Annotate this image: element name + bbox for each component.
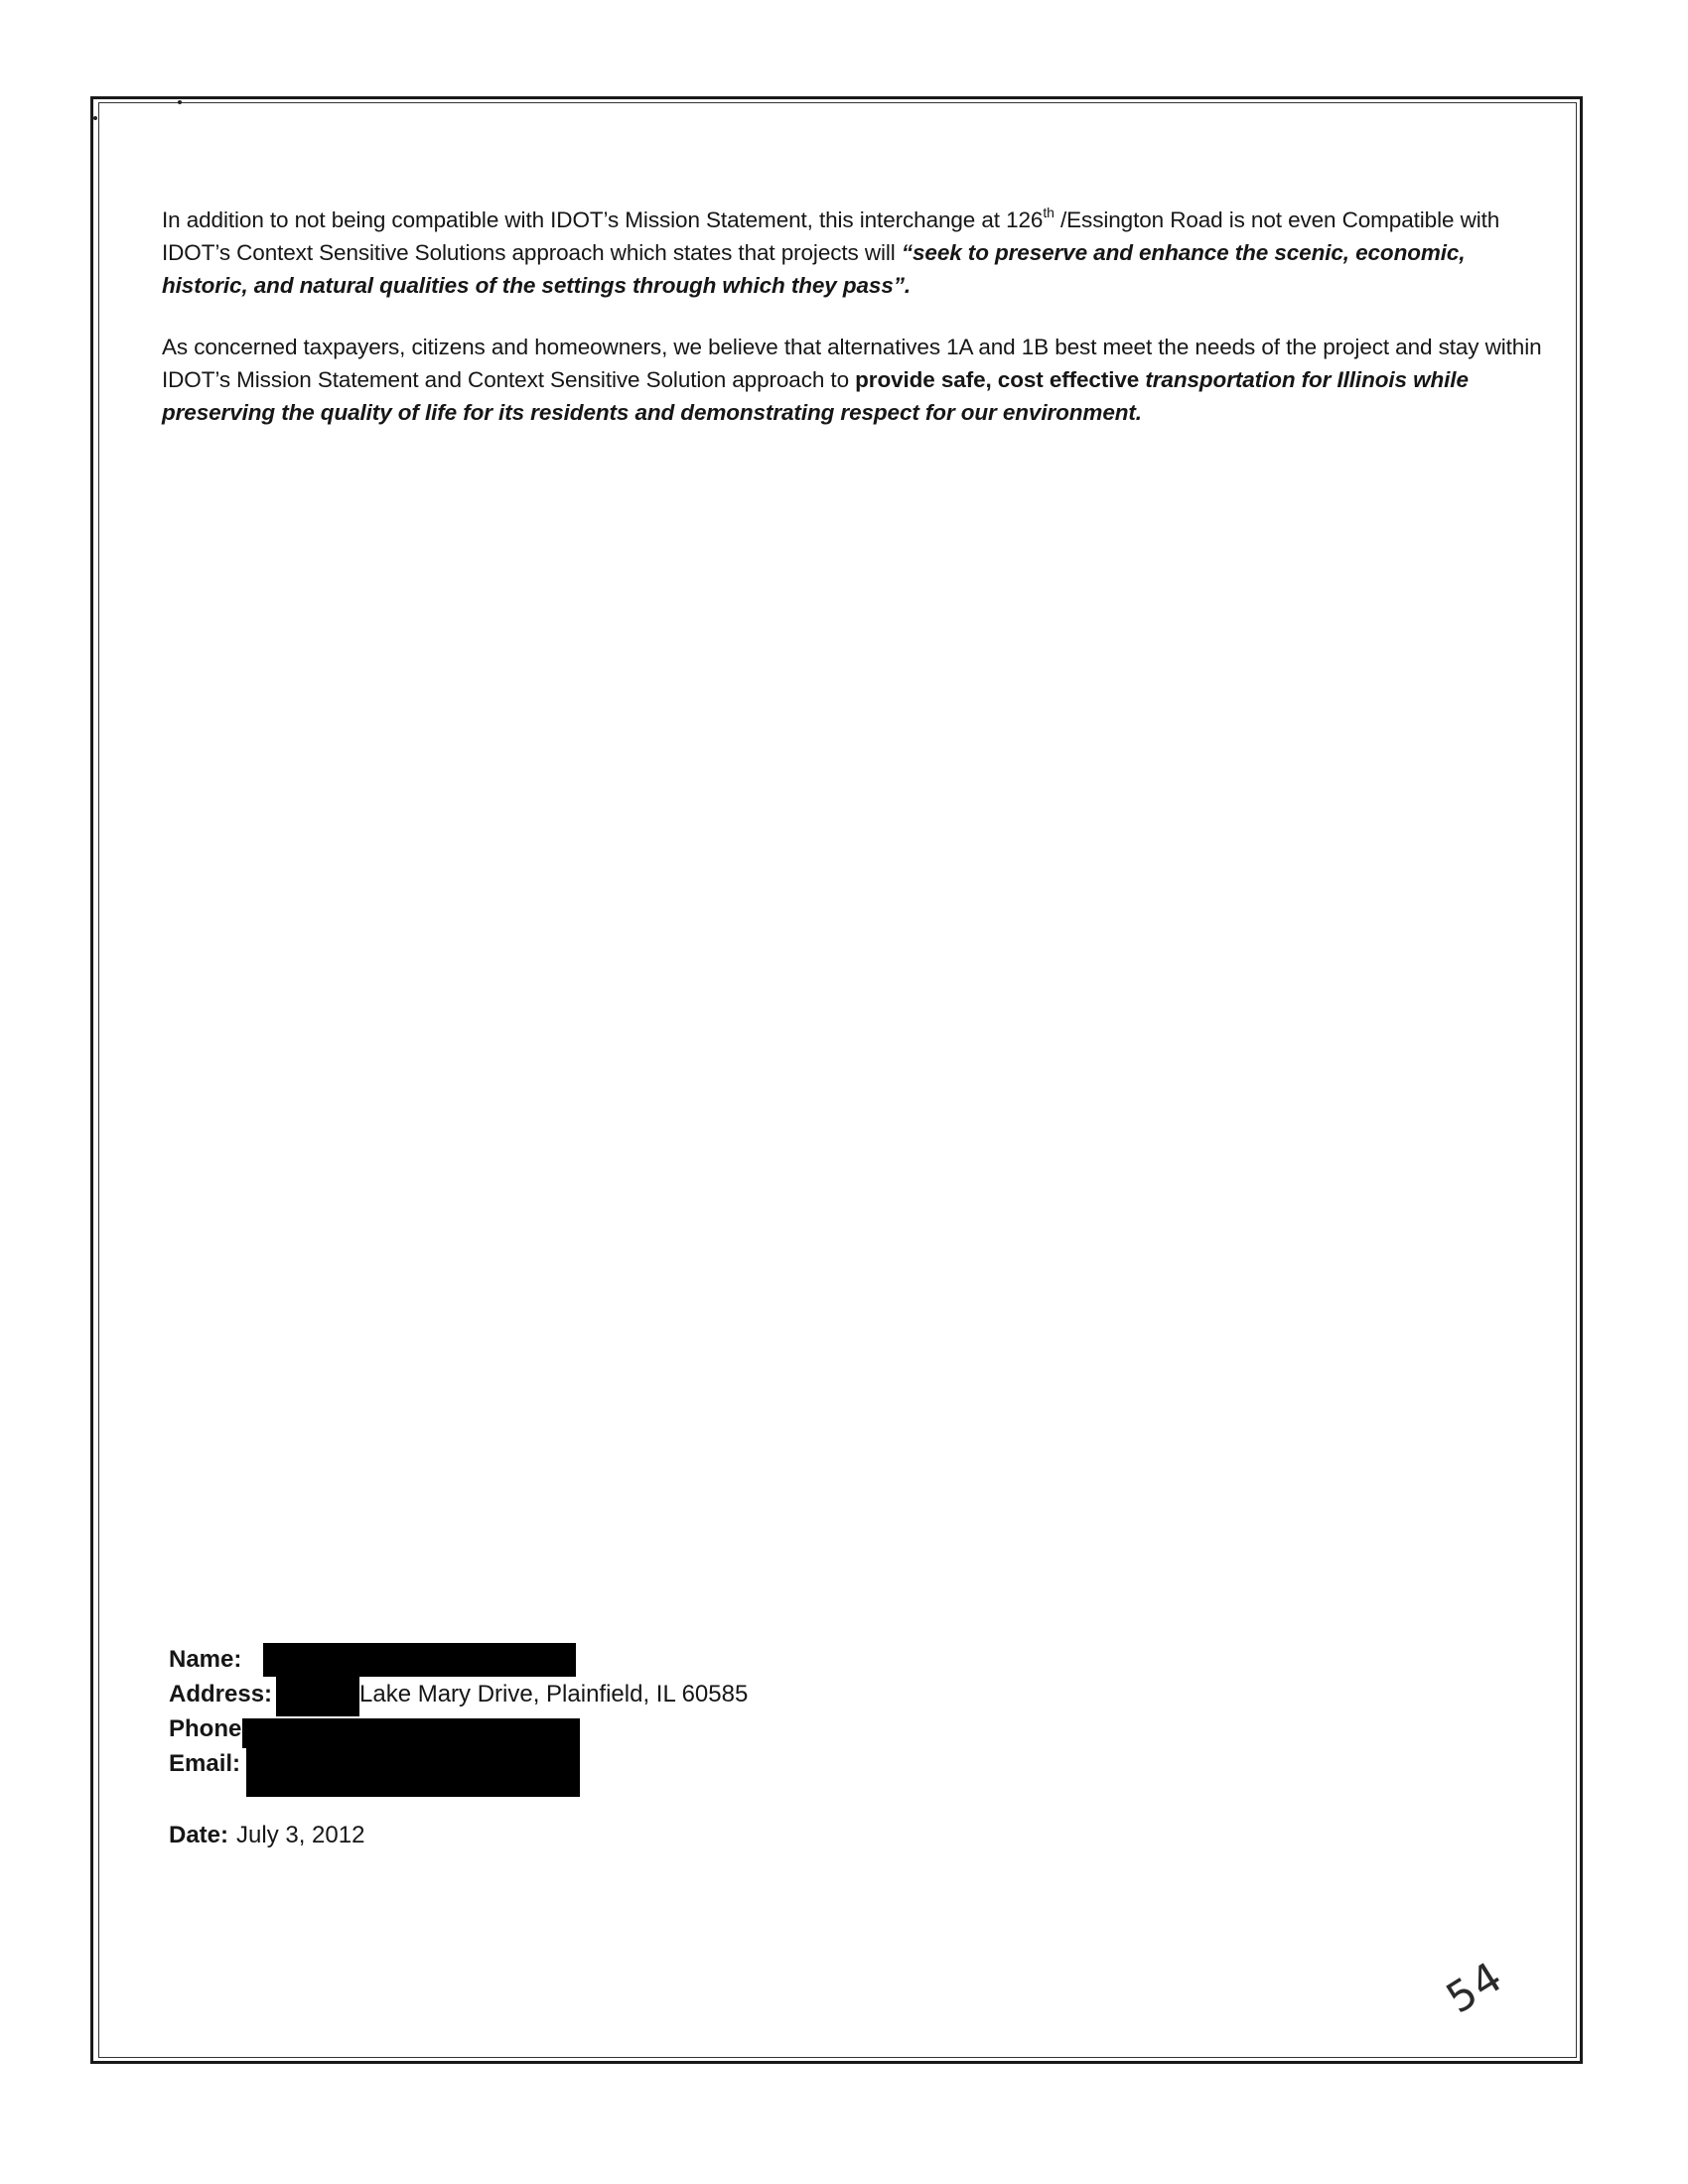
superscript-th: th bbox=[1043, 204, 1055, 220]
paragraph-alternatives bbox=[162, 331, 1552, 429]
scan-speck bbox=[178, 100, 182, 104]
date-row bbox=[169, 1822, 364, 1849]
paragraph-2-text-a: As concerned taxpayers, citizens and homeowners, we believe that alternatives 1A and 1B best meet the needs of the project and stay within IDOT’s Mission Statement and Context Sensitive Solution approach to bbox=[162, 335, 1542, 392]
phone-label: Phone bbox=[169, 1715, 242, 1742]
paragraph-2-bold: provide safe, cost effective bbox=[855, 367, 1140, 392]
handwritten-page-number: 54 bbox=[1438, 1951, 1512, 2023]
paragraph-1-text-b: /Essington Road is not even Compatible with IDOT’s Context Sensitive Solutions approach which states that projects will bbox=[162, 207, 1500, 265]
date-label: Date: bbox=[169, 1822, 229, 1848]
name-row bbox=[169, 1642, 272, 1677]
address-label: Address: bbox=[169, 1681, 273, 1707]
date-value: July 3, 2012 bbox=[236, 1822, 365, 1848]
scan-speck bbox=[93, 116, 97, 120]
redaction-phone-email bbox=[246, 1718, 580, 1797]
paragraph-1-quote: “seek to preserve and enhance the scenic, economic, historic, and natural qualities of the settings through which they pass”. bbox=[162, 240, 1466, 298]
name-label: Name: bbox=[169, 1646, 242, 1673]
redaction-name bbox=[263, 1643, 576, 1677]
paragraph-compatibility bbox=[162, 204, 1552, 302]
email-label: Email: bbox=[169, 1750, 241, 1777]
redaction-address-number bbox=[276, 1677, 359, 1716]
paragraph-2-bold-italic: transportation for Illinois while preserving the quality of life for its residents and demonstrating respect for our environment. bbox=[162, 367, 1469, 425]
redaction-phone-edge bbox=[242, 1718, 250, 1748]
address-row bbox=[169, 1677, 749, 1711]
address-value: Lake Mary Drive, Plainfield, IL 60585 bbox=[359, 1681, 749, 1707]
paragraph-1-text-a: In addition to not being compatible with IDOT’s Mission Statement, this interchange at 126 bbox=[162, 207, 1044, 232]
